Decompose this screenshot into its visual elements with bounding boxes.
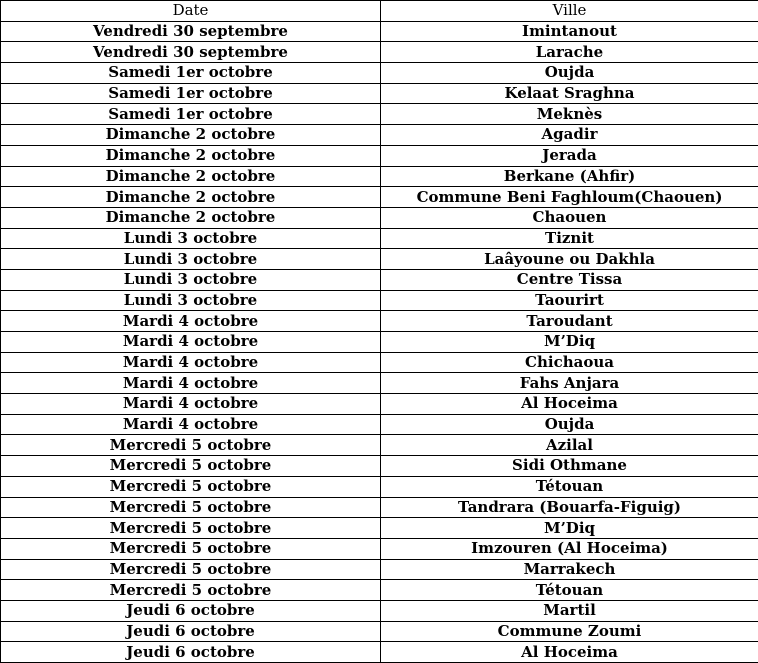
city-cell: Kelaat Sraghna (381, 83, 758, 104)
table-row (1, 435, 758, 456)
date-cell: Dimanche 2 octobre (1, 187, 381, 208)
table-header (1, 1, 758, 22)
date-cell: Mercredi 5 octobre (1, 518, 381, 539)
table-row (1, 518, 758, 539)
date-cell: Vendredi 30 septembre (1, 21, 381, 42)
city-cell: Al Hoceima (381, 394, 758, 415)
date-cell: Mardi 4 octobre (1, 414, 381, 435)
table-row (1, 145, 758, 166)
city-cell: Marrakech (381, 559, 758, 580)
date-cell: Lundi 3 octobre (1, 228, 381, 249)
city-cell: Tandrara (Bouarfa-Figuig) (381, 497, 758, 518)
table-row (1, 414, 758, 435)
city-cell: Chichaoua (381, 352, 758, 373)
table-row (1, 456, 758, 477)
city-cell: Imintanout (381, 21, 758, 42)
date-cell: Samedi 1er octobre (1, 83, 381, 104)
table-row (1, 125, 758, 146)
city-cell: Oujda (381, 63, 758, 84)
city-cell: Commune Beni Faghloum(Chaouen) (381, 187, 758, 208)
city-cell: Sidi Othmane (381, 456, 758, 477)
city-cell: Imzouren (Al Hoceima) (381, 538, 758, 559)
city-cell: Agadir (381, 125, 758, 146)
table-row (1, 394, 758, 415)
city-cell: Berkane (Ahfir) (381, 166, 758, 187)
table-row (1, 642, 758, 663)
table-row (1, 332, 758, 353)
table-row (1, 269, 758, 290)
city-cell: Tétouan (381, 476, 758, 497)
city-cell: Larache (381, 42, 758, 63)
date-cell: Dimanche 2 octobre (1, 207, 381, 228)
table-row (1, 249, 758, 270)
date-cell: Mardi 4 octobre (1, 352, 381, 373)
table-row (1, 63, 758, 84)
date-cell: Mercredi 5 octobre (1, 559, 381, 580)
city-cell: Meknès (381, 104, 758, 125)
city-cell: Centre Tissa (381, 269, 758, 290)
date-cell: Mardi 4 octobre (1, 394, 381, 415)
table-row (1, 104, 758, 125)
city-cell: Martil (381, 600, 758, 621)
city-cell: Chaouen (381, 207, 758, 228)
date-cell: Mercredi 5 octobre (1, 456, 381, 477)
date-cell: Vendredi 30 septembre (1, 42, 381, 63)
table-row (1, 166, 758, 187)
table-row (1, 228, 758, 249)
table-row (1, 290, 758, 311)
city-cell: M’Diq (381, 332, 758, 353)
table-row (1, 476, 758, 497)
city-cell: Fahs Anjara (381, 373, 758, 394)
table-body (1, 21, 758, 662)
date-cell: Dimanche 2 octobre (1, 125, 381, 146)
date-cell: Samedi 1er octobre (1, 104, 381, 125)
date-cell: Jeudi 6 octobre (1, 621, 381, 642)
date-cell: Lundi 3 octobre (1, 249, 381, 270)
date-cell: Mardi 4 octobre (1, 332, 381, 353)
date-cell: Lundi 3 octobre (1, 269, 381, 290)
date-cell: Mercredi 5 octobre (1, 538, 381, 559)
city-cell: Azilal (381, 435, 758, 456)
city-cell: Taroudant (381, 311, 758, 332)
date-cell: Samedi 1er octobre (1, 63, 381, 84)
table-row (1, 207, 758, 228)
table-row (1, 600, 758, 621)
table-row (1, 497, 758, 518)
city-cell: Tétouan (381, 580, 758, 601)
table-row (1, 580, 758, 601)
city-cell: Jerada (381, 145, 758, 166)
table-row (1, 538, 758, 559)
table-row (1, 559, 758, 580)
city-cell: Tiznit (381, 228, 758, 249)
date-cell: Mercredi 5 octobre (1, 435, 381, 456)
date-cell: Mercredi 5 octobre (1, 497, 381, 518)
date-cell: Jeudi 6 octobre (1, 600, 381, 621)
date-cell: Mardi 4 octobre (1, 373, 381, 394)
table-row (1, 373, 758, 394)
column-header-city: Ville (381, 1, 758, 22)
city-cell: Commune Zoumi (381, 621, 758, 642)
table-row (1, 352, 758, 373)
city-cell: Oujda (381, 414, 758, 435)
header-row (1, 1, 758, 22)
table-row (1, 42, 758, 63)
city-cell: Taourirt (381, 290, 758, 311)
date-cell: Lundi 3 octobre (1, 290, 381, 311)
city-cell: Al Hoceima (381, 642, 758, 663)
table-row (1, 621, 758, 642)
date-cell: Dimanche 2 octobre (1, 166, 381, 187)
city-cell: Laâyoune ou Dakhla (381, 249, 758, 270)
date-cell: Mercredi 5 octobre (1, 476, 381, 497)
table-row (1, 187, 758, 208)
city-cell: M’Diq (381, 518, 758, 539)
table-row (1, 21, 758, 42)
date-cell: Mercredi 5 octobre (1, 580, 381, 601)
column-header-date: Date (1, 1, 381, 22)
date-cell: Dimanche 2 octobre (1, 145, 381, 166)
date-cell: Jeudi 6 octobre (1, 642, 381, 663)
date-cell: Mardi 4 octobre (1, 311, 381, 332)
table-row (1, 311, 758, 332)
table-row (1, 83, 758, 104)
